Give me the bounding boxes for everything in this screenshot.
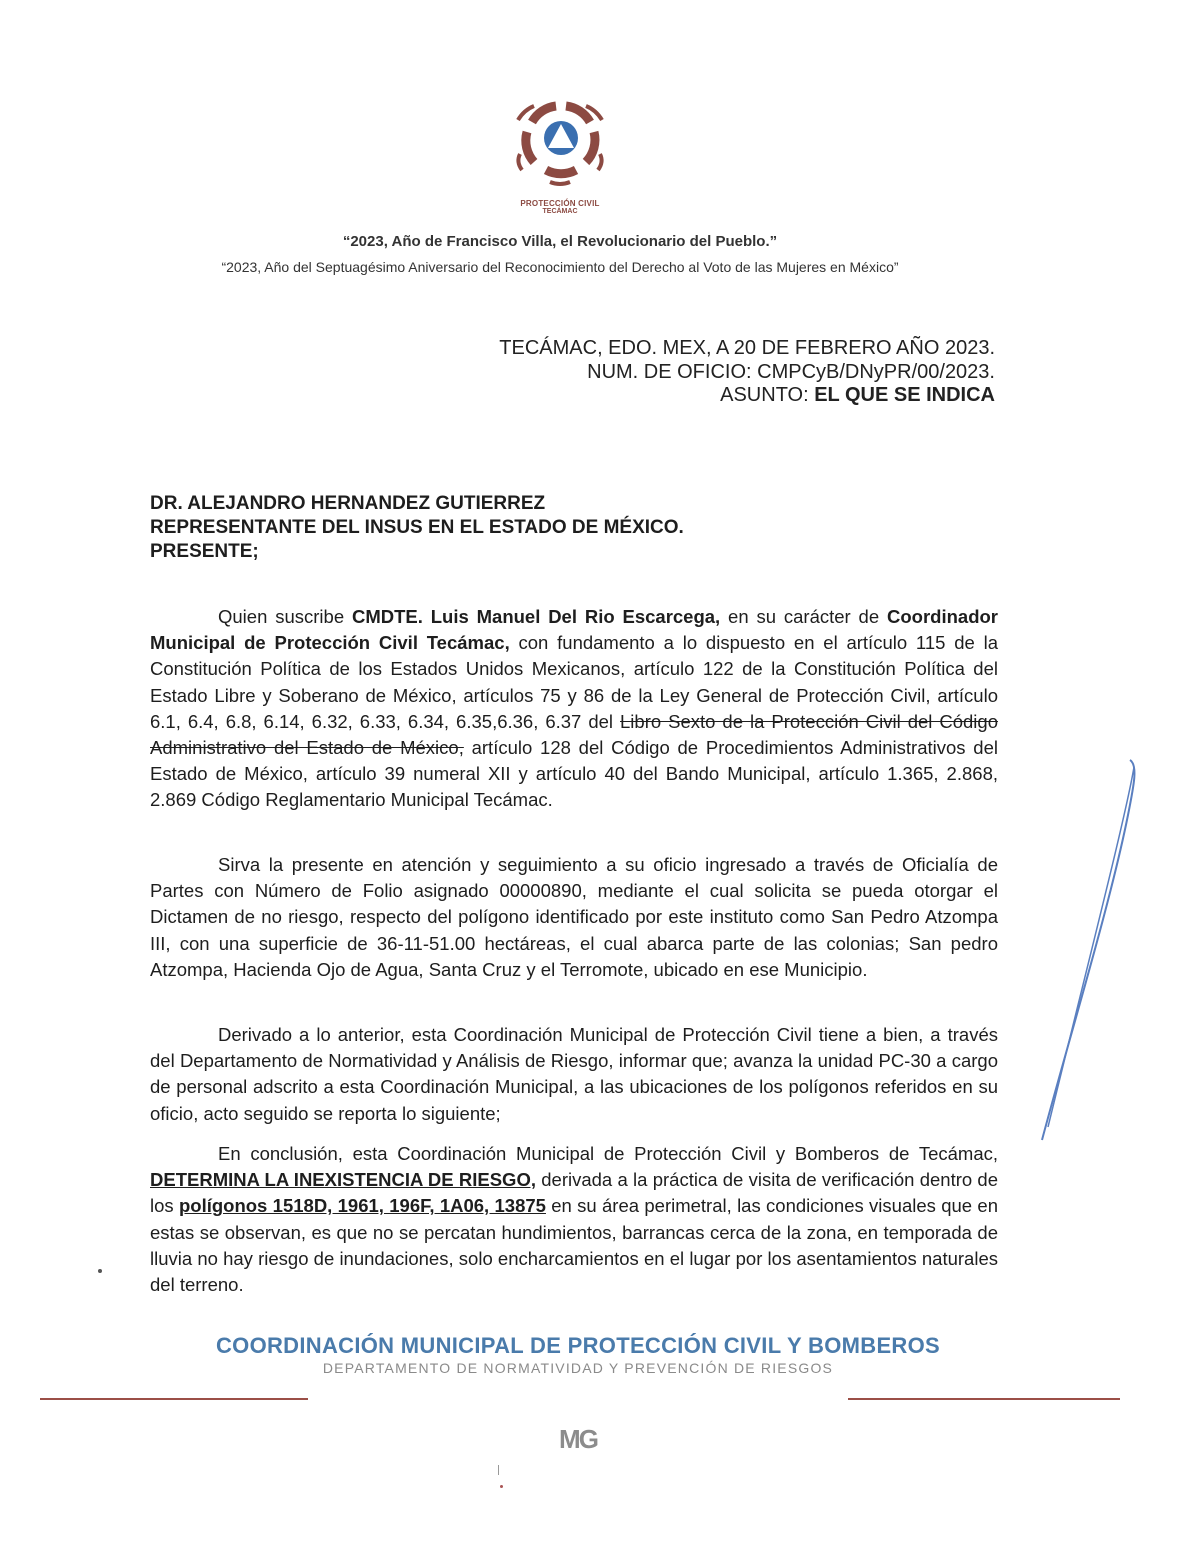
year-motto-secondary: “2023, Año del Septuagésimo Aniversario del Reconocimiento del Derecho al Voto de las Mujeres en México”: [221, 259, 899, 275]
scan-speck: [98, 1269, 102, 1273]
addressee-present: PRESENTE;: [150, 541, 259, 562]
year-motto-primary: “2023, Año de Francisco Villa, el Revolucionario del Pueblo.”: [342, 233, 778, 250]
subject-line: [720, 384, 995, 407]
municipal-logo: MG: [559, 1424, 597, 1454]
addressee-role: REPRESENTANTE DEL INSUS EN EL ESTADO DE MÉXICO.: [150, 517, 684, 538]
text-run: Quien suscribe: [218, 606, 352, 627]
subject-value: EL QUE SE INDICA: [814, 384, 995, 406]
footer-department-subtitle: DEPARTAMENTO DE NORMATIVIDAD Y PREVENCIÓN DE RIESGOS: [322, 1360, 834, 1376]
signatory-name: CMDTE. Luis Manuel Del Rio Escarcega,: [351, 606, 721, 627]
body-paragraph-legal-basis: [150, 604, 998, 814]
office-number: NUM. DE OFICIO: CMPCyB/DNyPR/00/2023.: [587, 361, 995, 383]
risk-determination: DETERMINA LA INEXISTENCIA DE RIESGO,: [150, 1169, 536, 1191]
text-run: en su área perimetral, las condiciones visuales que en estas se observan, es que no se percatan hundimientos, barrancas cerca de la zona, en temporada de lluvia no hay riesgo de inundaciones, solo encharcamientos en el lugar por los asentamientos naturales del terreno.: [150, 1195, 998, 1296]
addressee-name: DR. ALEJANDRO HERNANDEZ GUTIERREZ: [150, 493, 546, 514]
footer-rule-right: [848, 1398, 1120, 1400]
struck-through-reference: Libro Sexto de la Protección Civil del Código Administrativo del Estado de México,: [150, 710, 999, 759]
text-run: derivada a la práctica de visita de verificación dentro de los: [150, 1169, 999, 1217]
scan-mark: [498, 1465, 499, 1475]
text-run: En conclusión, esta Coordinación Municipal de Protección Civil y Bomberos de Tecámac,: [218, 1143, 998, 1164]
logo-caption-town: TECÁMAC: [542, 208, 578, 215]
footer-department-title: COORDINACIÓN MUNICIPAL DE PROTECCIÓN CIVIL Y BOMBEROS: [215, 1333, 941, 1358]
text-run: artículo 128 del Código de Procedimientos Administrativos del Estado de México, artículo 39 numeral XII y artículo 40 del Bando Municipal, artículo 1.365, 2.868, 2.869 Código Reglamentario Municipal Tecámac.: [150, 737, 998, 811]
signatory-title: Coordinador Municipal de Protección Civil Tecámac,: [150, 606, 998, 654]
text-run: en su carácter de: [720, 606, 887, 627]
logo-caption: PROTECCIÓN CIVIL: [520, 199, 600, 208]
polygon-list: polígonos 1518D, 1961, 196F, 1A06, 13875: [178, 1195, 546, 1217]
text-run: con fundamento a lo dispuesto en el artículo 115 de la Constitución Política de los Estados Unidos Mexicanos, artículo 122 de la Constitución Política del Estado Libre y Soberano de México, artículos 75 y 86 de la Ley General de Protección Civil, artículo 6.1, 6.4, 6.8, 6.14, 6.32, 6.33, 6.34, 6.35,6.36, 6.37 del: [150, 632, 998, 732]
signature-pen-stroke-icon: [1030, 755, 1150, 1150]
place-and-date: TECÁMAC, EDO. MEX, A 20 DE FEBRERO AÑO 2023.: [499, 337, 995, 359]
body-paragraph-request: Sirva la presente en atención y seguimiento a su oficio ingresado a través de Oficialía de Partes con Número de Folio asignado 00000890, mediante el cual solicita se pueda otorgar el Dictamen de no riesgo, respecto del polígono identificado por este instituto como San Pedro Atzompa III, con una superficie de 36-11-51.00 hectáreas, el cual abarca parte de las colonias; San pedro Atzompa, Hacienda Ojo de Agua, Santa Cruz y el Terromote, ubicado en ese Municipio.: [150, 854, 998, 980]
body-paragraph-inspection: Derivado a lo anterior, esta Coordinación Municipal de Protección Civil tiene a bien, a través del Departamento de Normatividad y Análisis de Riesgo, informar que; avanza la unidad PC-30 a cargo de personal adscrito a esta Coordinación Municipal, a las ubicaciones de los polígonos referidos en su oficio, acto seguido se reporta lo siguiente;: [150, 1024, 998, 1124]
civil-protection-logo-icon: [510, 92, 610, 188]
subject-label: ASUNTO:: [720, 384, 815, 406]
body-paragraph-conclusion: [150, 1141, 998, 1298]
scan-mark: [500, 1485, 503, 1488]
footer-rule-left: [40, 1398, 308, 1400]
